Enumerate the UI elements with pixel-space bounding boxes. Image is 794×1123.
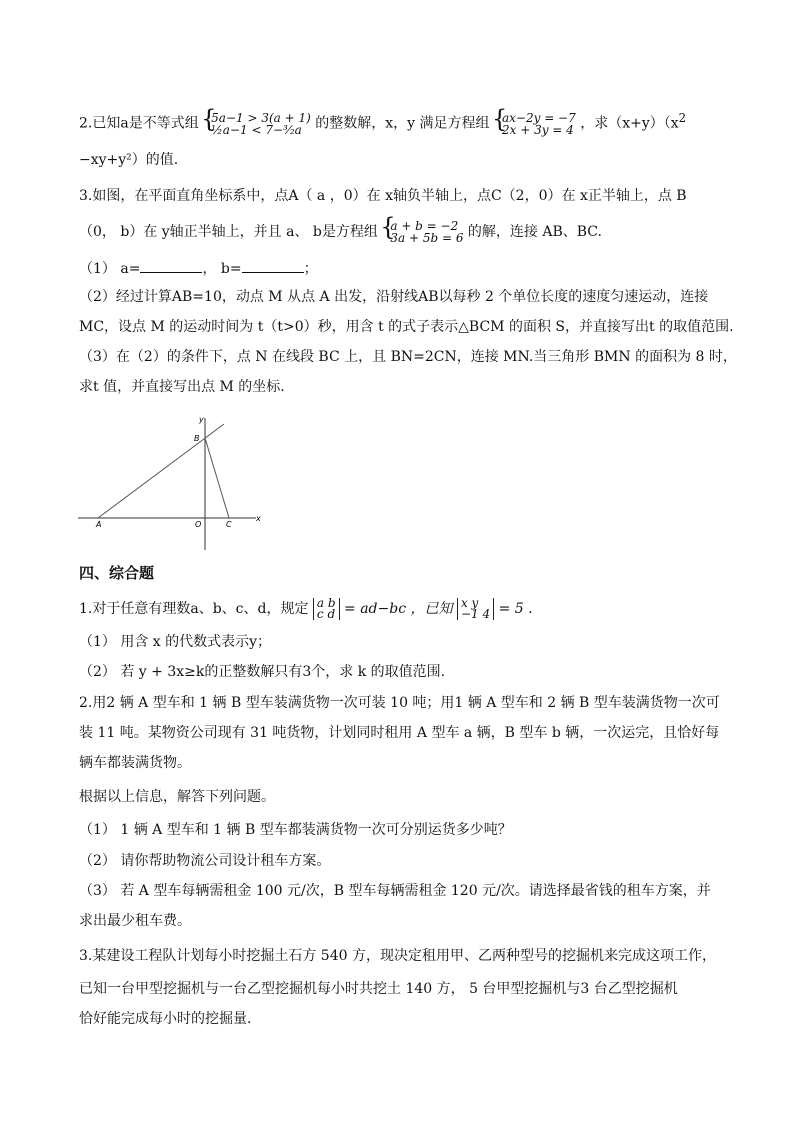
q3-eq-2: 3a + 5b = 6: [390, 231, 464, 245]
s4-q2-p3b: 求出最少租车费。: [79, 913, 191, 929]
q2-ineq-1: { 5a−1 > 3(a + 1): [211, 110, 311, 125]
det1-row1: a b: [316, 596, 336, 610]
s4-q2-l2: 装 11 吨。某物资公司现有 31 吨货物，计划同时租用 A 型车 a 辆，B 型车 b 辆，一次运完，且恰好每: [79, 725, 720, 741]
s4-q2-l1: 2.用2 辆 A 型车和 1 辆 B 型车装满货物一次可装 10 吨；用1 辆 A 型车和 2 辆 B 型车装满货物一次可: [79, 695, 720, 711]
q3-part2b: MC，设点 M 的运动时间为 t（t>0）秒，用含 t 的式子表示△BCM 的面积 S，并直接写出t 的取值范围.: [79, 319, 734, 335]
q3-part2: （2）经过计算AB=10，动点 M 从点 A 出发，沿射线AB以每秒 2 个单位长度的速度匀速运动，连接: [79, 289, 709, 305]
s4-q2-p3: （3） 若 A 型车每辆需租金 100 元/次，B 型车每辆需租金 120 元/次。请选择最省钱的租车方案，并: [79, 883, 711, 899]
q2-line2: −xy+y²）的值.: [79, 152, 179, 168]
s4-q3-l1: 3.某建设工程队计划每小时挖掘土石方 540 方，现决定租用甲、乙两种型号的挖掘机来完成这项工作，: [79, 948, 716, 964]
segment-bc: [205, 438, 229, 518]
det2-row1: x y: [460, 596, 479, 610]
s4-q1-p1: （1） 用含 x 的代数式表示y；: [79, 634, 272, 650]
coordinate-figure: [78, 410, 268, 555]
q3-equation-system: [382, 220, 463, 244]
answer-blank-a[interactable]: [140, 258, 202, 273]
det2-row2: −1 4: [460, 607, 491, 621]
q3-part1: [79, 258, 318, 279]
s4-q1-c: = 5 .: [498, 601, 533, 617]
label-c: C: [226, 520, 232, 529]
q2-eq-1: { ax−2y = −7: [501, 110, 576, 125]
q2-sup: 2: [678, 111, 687, 125]
q2-text-c: ，求（x+y）（x: [580, 115, 679, 132]
s4-q1-b: = ad−bc ，已知: [344, 601, 453, 617]
answer-blank-b[interactable]: [242, 258, 304, 273]
q3-line2-b: 的解，连接 AB、BC.: [467, 224, 602, 240]
label-b: B: [194, 434, 200, 443]
label-x: x: [256, 514, 261, 523]
q3-part1-b: ， b=: [202, 261, 242, 277]
q3-eq-1: { a + b = −2: [390, 219, 459, 233]
q2-text-b: 的整数解，x，y 满足方程组: [315, 115, 490, 132]
q3-part3: （3）在（2）的条件下，点 N 在线段 BC 上，且 BN=2CN，连接 MN.当三角形 BMN 的面积为 8 时，: [79, 349, 737, 365]
q2-text-a: 2.已知a是不等式组: [79, 115, 199, 132]
determinant-given: [457, 598, 494, 620]
s4-q1-p2: （2） 若 y + 3x≥k的正整数解只有3个，求 k 的取值范围.: [79, 664, 446, 680]
q3-line1: 3.如图，在平面直角坐标系中，点A（ a ，0）在 x轴负半轴上，点C（2，0）在 x正半轴上，点 B: [79, 188, 687, 204]
label-a: A: [96, 520, 102, 529]
det1-row2: c d: [316, 607, 336, 621]
q2-inequality-system: [203, 112, 311, 136]
s4-q2-l3: 辆车都装满货物。: [79, 755, 191, 771]
s4-q2-p1: （1） 1 辆 A 型车和 1 辆 B 型车都装满货物一次可分别运货多少吨？: [79, 822, 512, 838]
q3-part1-c: ；: [303, 261, 318, 277]
q3-line2: [79, 220, 602, 244]
s4-q3-l3: 恰好能完成每小时的挖掘量.: [79, 1011, 252, 1027]
s4-q2-l4: 根据以上信息，解答下列问题。: [79, 789, 275, 805]
q3-part1-a: （1） a=: [79, 261, 141, 277]
label-o: O: [195, 520, 202, 529]
q3-line2-a: （0， b）在 y轴正半轴上，并且 a、 b是方程组: [79, 224, 378, 240]
s4-q2-p2: （2） 请你帮助物流公司设计租车方案。: [79, 853, 331, 869]
q3-part3b: 求t 值，并直接写出点 M 的坐标.: [79, 379, 285, 395]
section-title: 四、综合题: [79, 564, 155, 582]
determinant-def: [313, 598, 340, 620]
q2-ineq-2: ½a−1 < 7−³⁄₂a: [211, 122, 302, 137]
s4-q3-l2: 已知一台甲型挖掘机与一台乙型挖掘机每小时共挖土 140 方， 5 台甲型挖掘机与3 台乙型挖掘机: [79, 981, 678, 997]
s4-q1-a: 1.对于任意有理数a、b、c、d，规定: [79, 601, 309, 617]
q2-line1: [79, 108, 686, 136]
q2-eq-2: 2x + 3y = 4: [501, 122, 574, 137]
s4-q1: [79, 598, 533, 620]
q2-equation-system: [494, 112, 576, 136]
label-y: y: [199, 415, 204, 424]
